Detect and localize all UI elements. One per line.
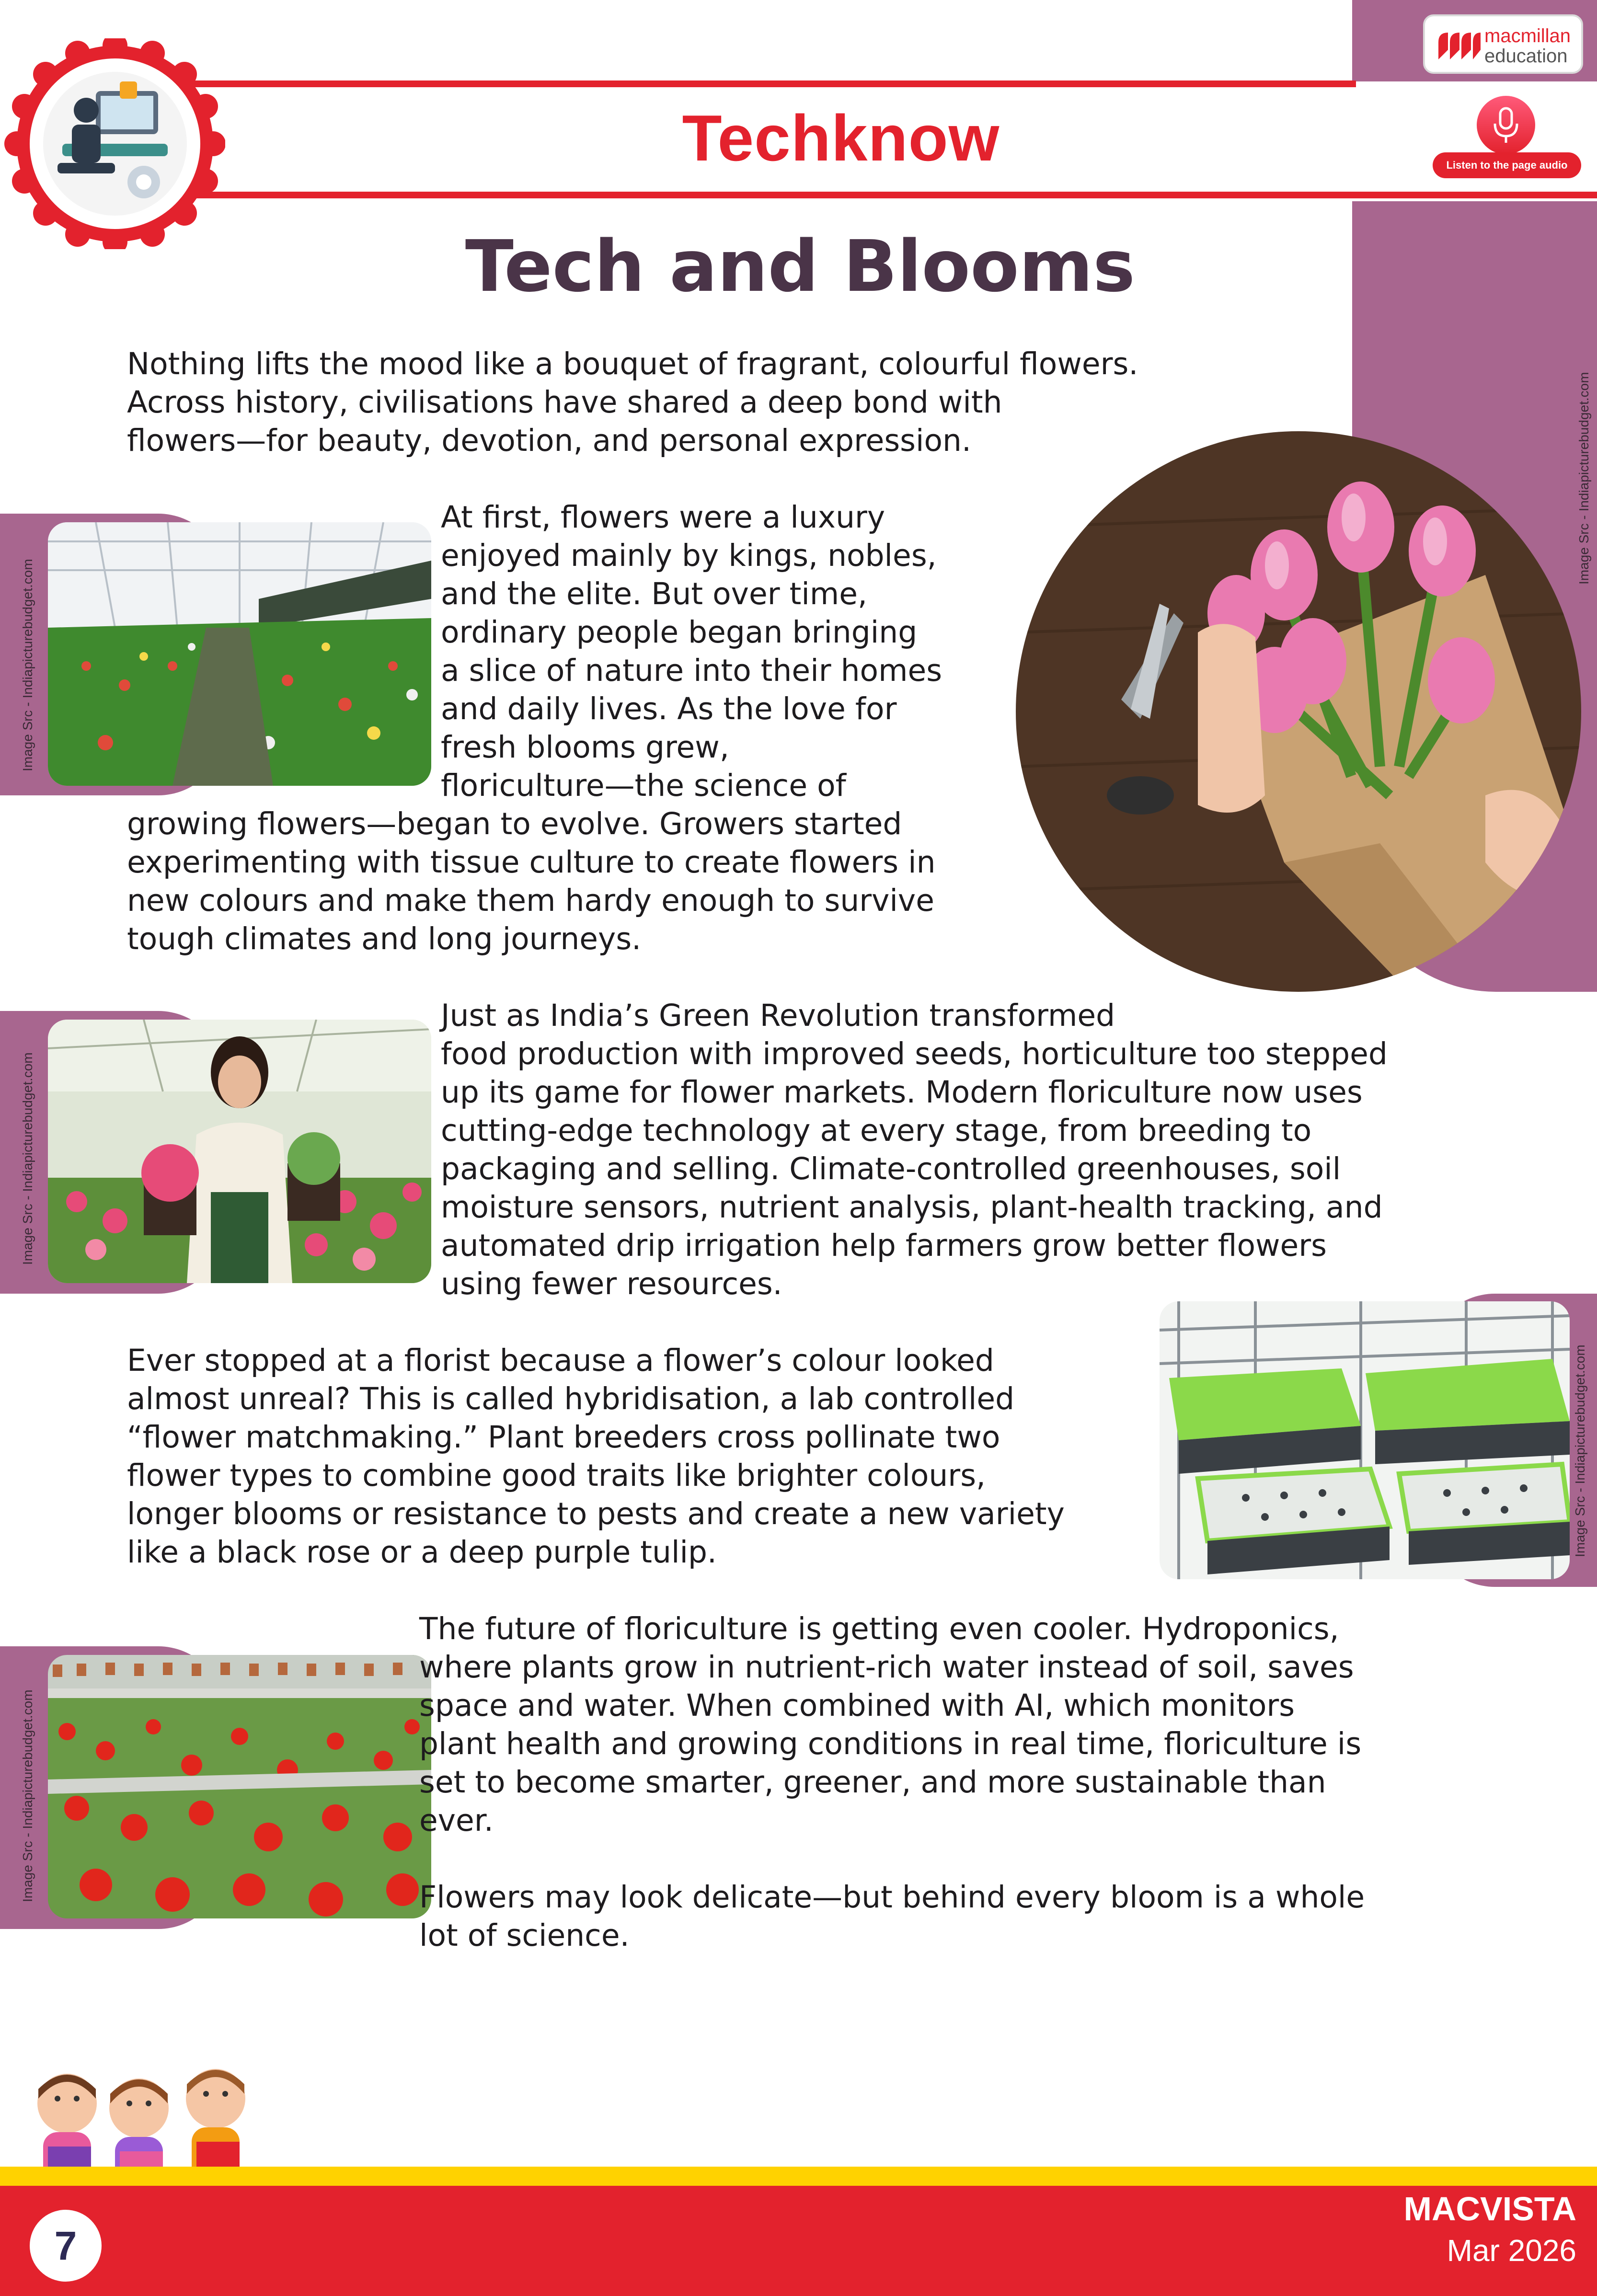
macmillan-logo-icon [1436,31,1482,61]
hydroponics-photo [1160,1301,1570,1579]
paragraph-history: At first, flowers were a luxury enjoyed mainly by kings, nobles, and the elite. But over time, ordinary people began bringing a slice of nature into their homes and daily lives. As the love for fresh blooms grew, floriculture—the science of [441,500,942,803]
magazine-brand: MACVISTA [1403,2190,1576,2227]
image-credit-1: Image Src - Indiapicturebudget.com [20,559,35,771]
paragraph-intro: Nothing lifts the mood like a bouquet of fragrant, colourful flowers. Across history, civilisations have shared a deep bond with flowers—for beauty, devotion, and personal expression. [127,346,1138,458]
macmillan-logo[interactable] [1423,14,1583,74]
tulip-bouquet-photo [1016,431,1581,992]
logo-line-1: macmillan [1484,25,1571,46]
listen-audio-button[interactable] [1433,96,1581,182]
audio-circle [1477,96,1535,154]
florist-woman-photo [48,1020,431,1283]
article-title: Tech and Blooms [465,225,1136,308]
issue-date: Mar 2026 [1447,2233,1576,2268]
paragraph-technology: Just as India’s Green Revolution transformed food production with improved seeds, horticulture too stepped up its game for flower markets. Modern floriculture now uses cutting-edge technology at every stage, from breeding to packaging and selling. Climate-controlled greenhouses, soil moisture sensors, nutrient analysis, plant-health tracking, and automated drip irrigation help farmers grow better flowers using fewer resources. [441,998,1388,1301]
page-number: 7 [30,2210,102,2282]
image-credit-4: Image Src - Indiapicturebudget.com [20,1689,35,1902]
logo-text [1484,26,1571,66]
header-rule-top [158,80,1356,87]
tech-badge-icon [0,38,225,249]
paragraph-hybridisation: Ever stopped at a florist because a flower’s colour looked almost unreal? This is called hybridisation, a lab controlled “flower matchmaking.” Plant breeders cross pollinate two flower types to combine good traits like brighter colours, longer blooms or resistance to pests and create a new variety like a black rose or a deep purple tulip. [127,1343,1065,1570]
image-credit-tulip: Image Src - Indiapicturebudget.com [1576,372,1591,585]
footer-yellow-band [0,2167,1597,2187]
paragraph-conclusion: Flowers may look delicate—but behind every bloom is a whole lot of science. [419,1880,1365,1953]
paragraph-future: The future of floriculture is getting even cooler. Hydroponics, where plants grow in nutrient-rich water instead of soil, saves space and water. When combined with AI, which monitors plant health and growing conditions in real time, floriculture is set to become smarter, greener, and more sustainable than ever. [419,1611,1362,1838]
red-flowers-photo [48,1655,431,1918]
logo-line-2: education [1484,46,1568,67]
image-credit-3: Image Src - Indiapicturebudget.com [1573,1344,1587,1557]
microphone-icon [1477,96,1535,154]
greenhouse-photo [48,522,431,786]
audio-label: Listen to the page audio [1433,152,1581,178]
section-title: Techknow [682,102,1000,174]
image-credit-2: Image Src - Indiapicturebudget.com [20,1052,35,1265]
paragraph-history-cont: growing flowers—began to evolve. Growers started experimenting with tissue culture to create flowers in new colours and make them hardy enough to survive tough climates and long journeys. [127,806,936,956]
header-rule-bottom [158,192,1597,198]
